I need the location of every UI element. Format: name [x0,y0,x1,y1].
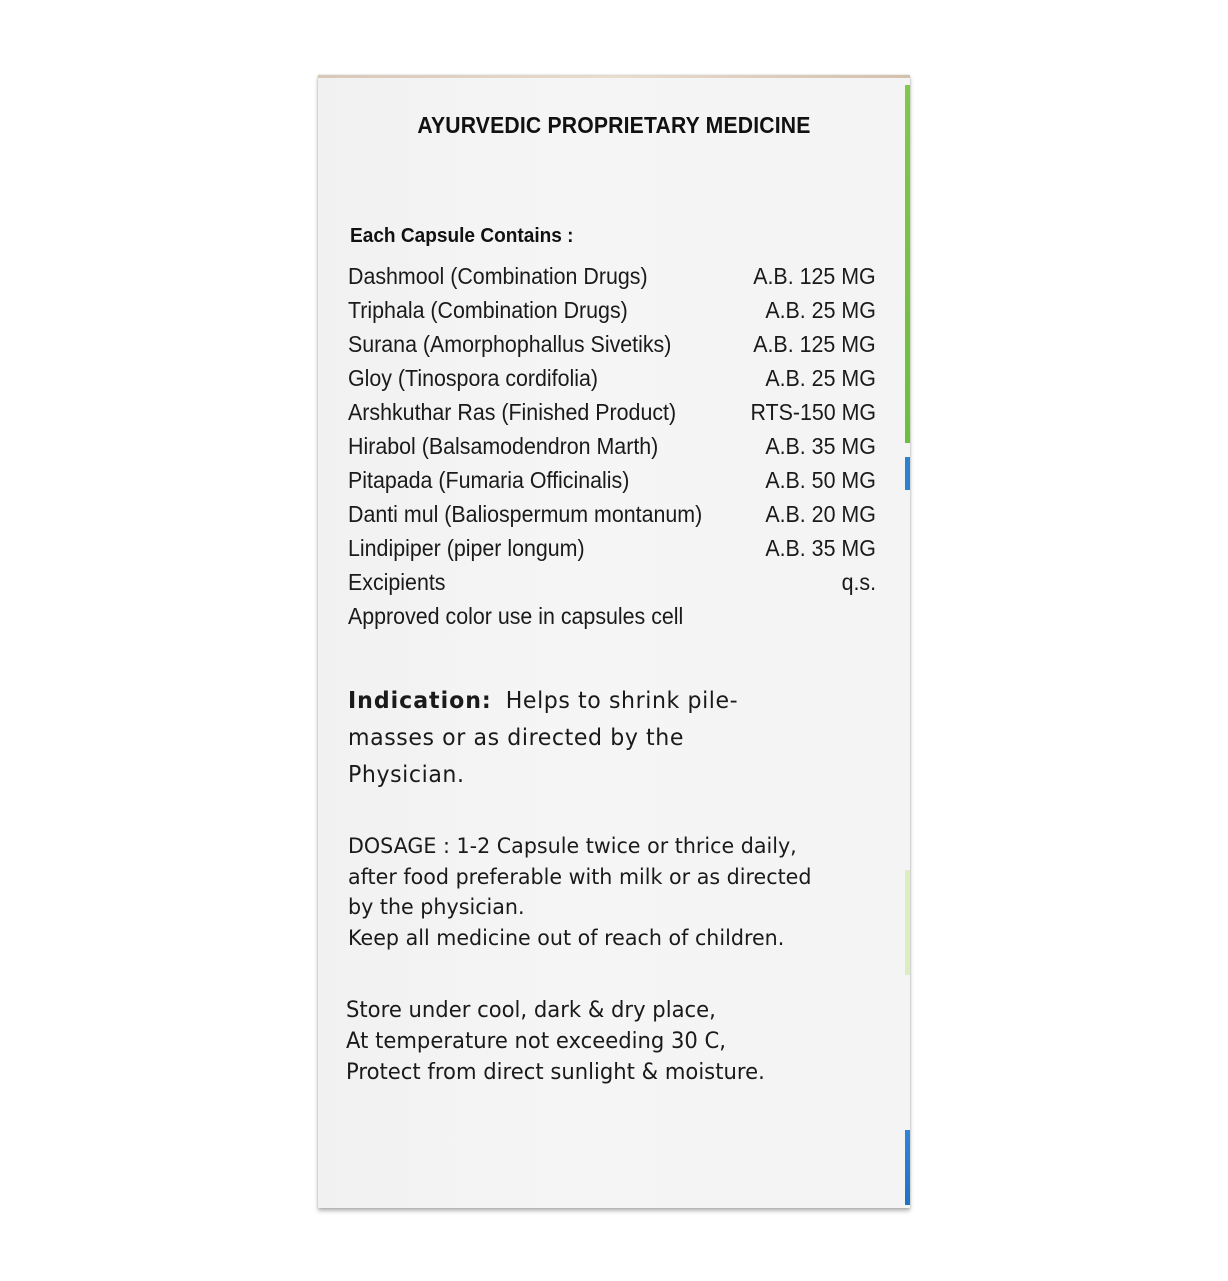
storage-line: At temperature not exceeding 30 C, [346,1029,727,1054]
ingredient-name: Pitapada (Fumaria Officinalis) [348,467,630,493]
blue-edge-stripe-lower [905,1130,910,1205]
dosage-line: after food preferable with milk or as directed [348,864,812,890]
ingredient-amount: A.B. 25 MG [765,297,876,323]
ingredient-row [348,263,876,297]
product-box-side-panel [318,75,910,1208]
ingredient-row [348,467,876,501]
ingredient-name: Gloy (Tinospora cordifolia) [348,365,599,391]
ingredient-name: Danti mul (Baliospermum montanum) [348,501,703,527]
ingredient-amount: A.B. 50 MG [765,467,876,493]
indication-description: Helps to shrink pile-masses or as directed by the Physician. [348,688,739,788]
dosage-line: by the physician. [348,895,525,920]
storage-line: Protect from direct sunlight & moisture. [346,1060,765,1085]
ingredient-name: Surana (Amorphophallus Sivetiks) [348,331,672,357]
ingredient-name: Arshkuthar Ras (Finished Product) [348,399,677,425]
ingredient-amount: A.B. 125 MG [753,331,876,357]
indication-label: Indication: [348,688,492,714]
ingredient-name: Approved color use in capsules cell [348,603,684,629]
ingredient-row [348,535,876,569]
ingredient-row [348,399,876,433]
ingredient-amount: A.B. 20 MG [765,501,876,527]
dosage-line: DOSAGE : 1-2 Capsule twice or thrice daily, [348,834,797,859]
ingredient-row [348,501,876,535]
dosage-text-block [348,832,847,954]
ingredient-amount: A.B. 35 MG [765,433,876,459]
ingredient-name: Lindipiper (piper longum) [348,535,585,561]
light-green-edge-stripe [905,870,910,975]
ingredient-row [348,365,876,399]
ingredient-name: Excipients [348,569,446,595]
ingredient-name: Dashmool (Combination Drugs) [348,263,648,289]
ingredient-name: Triphala (Combination Drugs) [348,297,628,323]
ingredient-amount: RTS-150 MG [750,399,876,425]
blue-edge-stripe-upper [905,457,910,490]
ingredient-amount: A.B. 35 MG [765,535,876,561]
ingredient-row [348,433,876,467]
ingredient-row [348,297,876,331]
ingredient-row [348,603,876,637]
storage-text-block [346,995,845,1088]
medicine-category-heading: AYURVEDIC PROPRIETARY MEDICINE [417,112,811,138]
ingredient-row [348,331,876,365]
box-top-edge [318,75,910,78]
ingredient-list [348,263,876,637]
dosage-line: Keep all medicine out of reach of children. [348,925,785,951]
ingredient-amount: A.B. 125 MG [753,263,876,289]
composition-title: Each Capsule Contains : [350,224,574,247]
ingredient-amount: A.B. 25 MG [765,365,876,391]
indication-text-block [348,683,780,794]
ingredient-row [348,569,876,603]
ingredient-amount: q.s. [841,569,876,595]
ingredient-name: Hirabol (Balsamodendron Marth) [348,433,659,459]
green-edge-stripe [905,85,910,443]
storage-line: Store under cool, dark & dry place, [346,998,716,1023]
